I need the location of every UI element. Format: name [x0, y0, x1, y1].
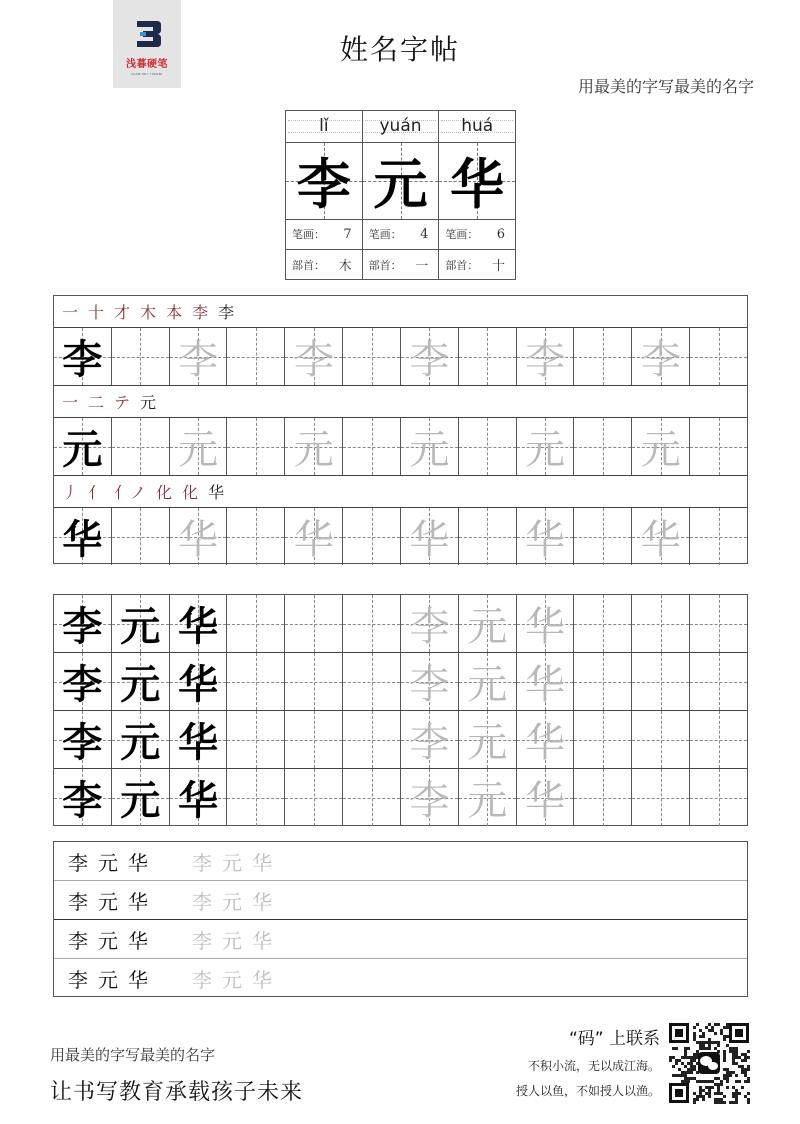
practice-cell[interactable]: [227, 769, 285, 826]
practice-cell[interactable]: [54, 653, 112, 710]
practice-cell[interactable]: [285, 595, 343, 652]
practice-cell[interactable]: [227, 328, 285, 385]
pinyin-cell: [439, 111, 515, 143]
practice-cell[interactable]: [54, 418, 112, 475]
model-character: 华: [62, 516, 103, 563]
practice-cell[interactable]: [459, 711, 517, 768]
practice-cell[interactable]: [112, 328, 170, 385]
practice-cell[interactable]: [170, 769, 228, 826]
trace-character: 元: [293, 427, 334, 473]
model-character: 华: [178, 719, 219, 766]
model-character: 华: [178, 603, 219, 650]
model-character: 李: [62, 777, 103, 824]
stroke-count-label: 笔画：: [292, 228, 325, 242]
practice-cell[interactable]: [574, 328, 632, 385]
stroke-step: 华: [208, 483, 225, 502]
line-practice-row: [54, 881, 747, 920]
practice-cell[interactable]: [112, 508, 170, 565]
trace-character: 元: [640, 427, 681, 473]
pinyin-cell: [363, 111, 439, 143]
stroke-step: 本: [166, 303, 183, 322]
line-practice-row: [54, 842, 747, 881]
practice-cell[interactable]: [285, 328, 343, 385]
stroke-count-value: 6: [496, 226, 506, 242]
model-character: 元: [120, 603, 161, 650]
model-character: 元: [62, 426, 103, 473]
trace-character: 华: [525, 604, 566, 650]
practice-cell[interactable]: [517, 418, 575, 475]
practice-cell[interactable]: [574, 711, 632, 768]
model-character: 华: [178, 661, 219, 708]
name-trace: 李元华: [192, 889, 282, 914]
trace-character: 华: [525, 720, 566, 766]
trace-character: 华: [525, 778, 566, 824]
trace-character: 华: [409, 517, 450, 563]
line-practice-section: [53, 841, 748, 997]
stroke-step: 李: [192, 303, 209, 322]
model-character: 元: [120, 719, 161, 766]
trace-character: 李: [409, 778, 450, 824]
practice-cell[interactable]: [632, 595, 690, 652]
trace-character: 华: [178, 517, 219, 563]
practice-cell[interactable]: [285, 508, 343, 565]
practice-cell[interactable]: [170, 711, 228, 768]
line-practice-row: [54, 920, 747, 959]
practice-cell[interactable]: [343, 418, 401, 475]
contact-block: [516, 1024, 660, 1099]
practice-cell[interactable]: [54, 769, 112, 826]
name-grid-section: [53, 594, 748, 826]
practice-cell[interactable]: [170, 328, 228, 385]
practice-cell[interactable]: [574, 508, 632, 565]
radical: [439, 250, 515, 279]
practice-cell[interactable]: [54, 711, 112, 768]
tracing-grid-row: [54, 508, 747, 565]
practice-cell[interactable]: [632, 769, 690, 826]
practice-cell[interactable]: [112, 711, 170, 768]
practice-cell[interactable]: [574, 595, 632, 652]
practice-cell[interactable]: [459, 653, 517, 710]
info-column: [439, 111, 515, 279]
trace-character: 元: [525, 427, 566, 473]
name-trace: 李元华: [192, 850, 282, 875]
trace-character: 华: [525, 517, 566, 563]
line-practice-row: [54, 959, 747, 997]
stroke-order-row: [54, 386, 747, 418]
practice-cell[interactable]: [690, 418, 747, 475]
quote-line-1: 不积小流，无以成江海。: [527, 1059, 660, 1073]
practice-cell[interactable]: [690, 653, 747, 710]
info-column: [363, 111, 440, 279]
model-character: 李: [62, 719, 103, 766]
stroke-step: 李: [218, 303, 235, 322]
practice-cell[interactable]: [285, 653, 343, 710]
practice-cell[interactable]: [517, 711, 575, 768]
stroke-order-row: [54, 296, 747, 328]
character-text: 李: [296, 152, 351, 217]
logo-brand-text: 浅暮硬笔: [126, 58, 168, 70]
practice-cell[interactable]: [343, 769, 401, 826]
contact-heading: “码” 上联系: [568, 1029, 660, 1049]
name-trace: 李元华: [192, 967, 282, 992]
stroke-step: 亻ノ: [114, 483, 147, 502]
radical-label: 部首：: [368, 258, 402, 272]
practice-cell[interactable]: [690, 328, 747, 385]
stroke-step: テ: [114, 393, 131, 412]
practice-cell[interactable]: [401, 769, 459, 826]
pinyin-text: huá: [461, 116, 494, 137]
practice-cell[interactable]: [632, 508, 690, 565]
footer-slogan-large: 让书写教育承载孩子未来: [50, 1080, 304, 1105]
name-grid-row: [54, 595, 747, 653]
character-text: 华: [450, 152, 505, 217]
trace-character: 华: [525, 662, 566, 708]
stroke-step: 十: [88, 303, 105, 322]
practice-cell[interactable]: [170, 418, 228, 475]
trace-character: 李: [525, 337, 566, 383]
stroke-step: 化: [156, 483, 173, 502]
trace-character: 李: [178, 337, 219, 383]
page-subtitle: 用最美的字写最美的名字: [577, 77, 754, 96]
practice-cell[interactable]: [401, 508, 459, 565]
name-sample: 李元华: [68, 928, 158, 953]
practice-cell[interactable]: [574, 769, 632, 826]
practice-cell[interactable]: [401, 328, 459, 385]
trace-character: 华: [293, 517, 334, 563]
practice-cell[interactable]: [690, 711, 747, 768]
practice-cell[interactable]: [632, 653, 690, 710]
practice-cell[interactable]: [459, 595, 517, 652]
character-cell: [286, 143, 362, 220]
name-sample: 李元华: [68, 889, 158, 914]
page-title: 姓名字帖: [339, 33, 460, 66]
stroke-count: [439, 220, 515, 251]
stroke-count-label: 笔画：: [445, 228, 479, 242]
trace-character: 元: [467, 662, 508, 708]
trace-character: 华: [640, 517, 681, 563]
practice-cell[interactable]: [343, 711, 401, 768]
name-sample: 李元华: [68, 850, 158, 875]
model-character: 李: [62, 603, 103, 650]
practice-cell[interactable]: [632, 418, 690, 475]
stroke-count: [286, 220, 362, 251]
name-grid-row: [54, 769, 747, 826]
stroke-step: 元: [140, 393, 157, 412]
practice-cell[interactable]: [574, 418, 632, 475]
stroke-count: [363, 220, 439, 251]
practice-cell[interactable]: [227, 711, 285, 768]
practice-cell[interactable]: [54, 595, 112, 652]
practice-cell[interactable]: [401, 418, 459, 475]
pinyin-text: yuán: [379, 116, 422, 137]
practice-cell[interactable]: [690, 508, 747, 565]
practice-cell[interactable]: [227, 508, 285, 565]
trace-character: 李: [409, 662, 450, 708]
trace-character: 元: [409, 427, 450, 473]
practice-cell[interactable]: [343, 328, 401, 385]
info-column: [286, 111, 363, 279]
qr-code-icon[interactable]: [668, 1022, 750, 1104]
practice-cell[interactable]: [459, 418, 517, 475]
pinyin-cell: [286, 111, 362, 143]
practice-cell[interactable]: [54, 508, 112, 565]
radical-label: 部首：: [292, 258, 325, 272]
logo-sub-text: QIAN MU YINGBI: [131, 71, 163, 76]
practice-cell[interactable]: [574, 653, 632, 710]
trace-character: 元: [467, 604, 508, 650]
model-character: 李: [62, 661, 103, 708]
stroke-step: 丿: [62, 483, 79, 502]
stroke-order-section: [53, 295, 748, 564]
practice-cell[interactable]: [632, 711, 690, 768]
practice-cell[interactable]: [227, 595, 285, 652]
name-sample: 李元华: [68, 967, 158, 992]
stroke-step: 二: [88, 393, 105, 412]
model-character: 李: [62, 336, 103, 383]
practice-cell[interactable]: [285, 418, 343, 475]
practice-cell[interactable]: [401, 711, 459, 768]
practice-cell[interactable]: [459, 769, 517, 826]
practice-cell[interactable]: [170, 595, 228, 652]
practice-cell[interactable]: [343, 653, 401, 710]
name-grid-row: [54, 711, 747, 769]
practice-cell[interactable]: [517, 508, 575, 565]
practice-cell[interactable]: [632, 328, 690, 385]
stroke-step: 才: [114, 303, 131, 322]
trace-character: 李: [293, 337, 334, 383]
practice-cell[interactable]: [227, 653, 285, 710]
practice-cell[interactable]: [517, 653, 575, 710]
practice-cell[interactable]: [517, 595, 575, 652]
trace-character: 李: [409, 720, 450, 766]
stroke-step: 木: [140, 303, 157, 322]
practice-cell[interactable]: [112, 595, 170, 652]
character-cell: [363, 143, 439, 220]
name-grid-row: [54, 653, 747, 711]
name-trace: 李元华: [192, 928, 282, 953]
stroke-count-value: 7: [343, 226, 352, 242]
practice-cell[interactable]: [517, 769, 575, 826]
stroke-count-value: 4: [420, 226, 429, 242]
model-character: 元: [120, 777, 161, 824]
radical: [286, 250, 362, 279]
trace-character: 元: [467, 720, 508, 766]
practice-cell[interactable]: [343, 595, 401, 652]
practice-cell[interactable]: [285, 769, 343, 826]
practice-cell[interactable]: [112, 653, 170, 710]
tracing-grid-row: [54, 328, 747, 386]
trace-character: 元: [467, 778, 508, 824]
stroke-step: 一: [62, 303, 79, 322]
radical: [363, 250, 439, 279]
practice-cell[interactable]: [690, 595, 747, 652]
character-info-table: [285, 110, 516, 280]
trace-character: 李: [409, 604, 450, 650]
tracing-grid-row: [54, 418, 747, 476]
practice-cell[interactable]: [112, 418, 170, 475]
stroke-step: 亻: [88, 483, 105, 502]
practice-cell[interactable]: [285, 711, 343, 768]
character-cell: [439, 143, 515, 220]
character-text: 元: [373, 152, 428, 217]
stroke-step: 一: [62, 393, 79, 412]
stroke-count-label: 笔画：: [368, 228, 402, 242]
practice-cell[interactable]: [112, 769, 170, 826]
pinyin-text: lǐ: [319, 116, 329, 137]
stroke-step: 化: [182, 483, 199, 502]
practice-cell[interactable]: [170, 653, 228, 710]
practice-cell[interactable]: [227, 418, 285, 475]
radical-value: 十: [492, 259, 506, 275]
practice-cell[interactable]: [459, 508, 517, 565]
model-character: 元: [120, 661, 161, 708]
practice-cell[interactable]: [401, 653, 459, 710]
trace-character: 元: [178, 427, 219, 473]
trace-character: 李: [409, 337, 450, 383]
practice-cell[interactable]: [343, 508, 401, 565]
quote-line-2: 授人以鱼，不如授人以渔。: [515, 1084, 660, 1098]
practice-cell[interactable]: [54, 328, 112, 385]
model-character: 华: [178, 777, 219, 824]
stroke-order-row: [54, 476, 747, 508]
practice-cell[interactable]: [690, 769, 747, 826]
radical-value: 一: [415, 259, 429, 275]
practice-cell[interactable]: [401, 595, 459, 652]
practice-cell[interactable]: [517, 328, 575, 385]
practice-cell[interactable]: [459, 328, 517, 385]
radical-label: 部首：: [445, 258, 479, 272]
radical-value: 木: [338, 259, 352, 275]
trace-character: 李: [640, 337, 681, 383]
practice-cell[interactable]: [170, 508, 228, 565]
footer-slogan-small: 用最美的字写最美的名字: [50, 1046, 216, 1064]
